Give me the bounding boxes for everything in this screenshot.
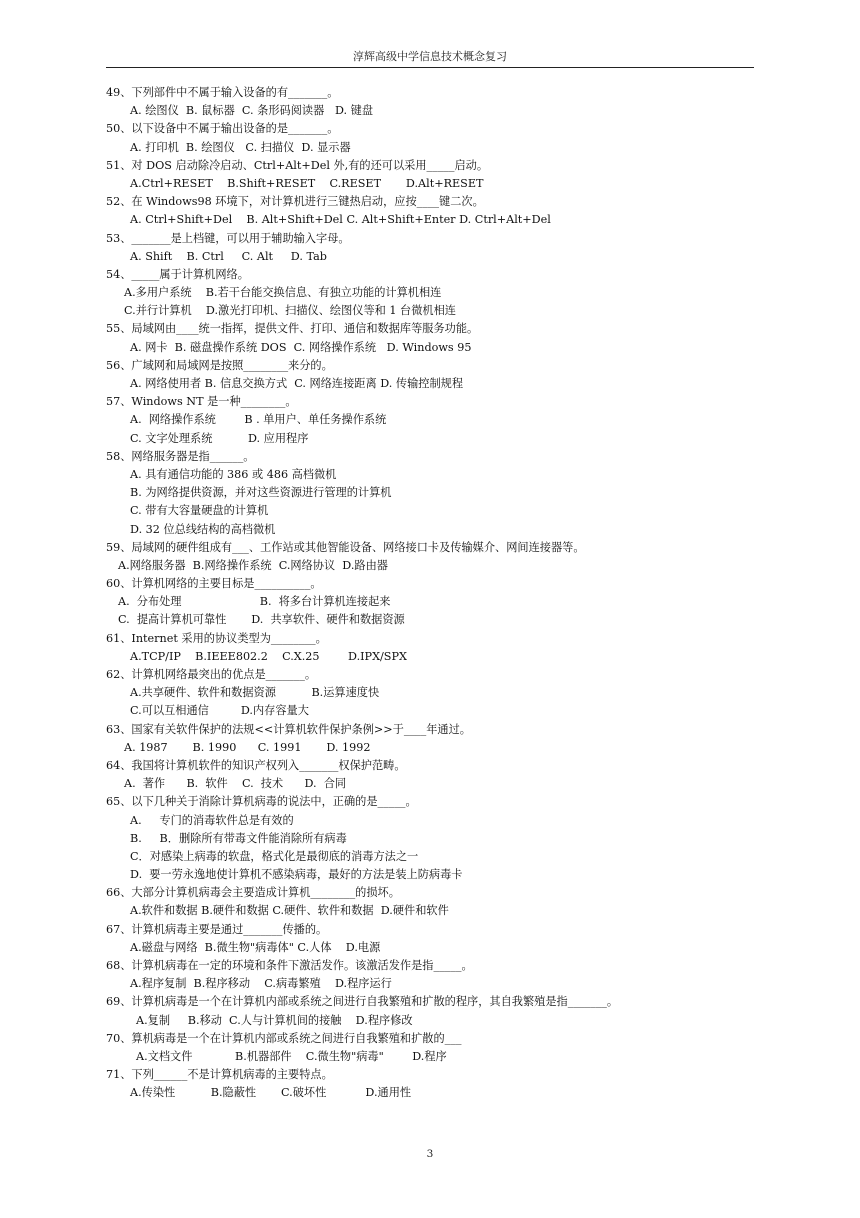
option-line: C.可以互相通信 D.内存容量大	[130, 704, 309, 718]
option-line: D. 要一劳永逸地使计算机不感染病毒，最好的方法是装上防病毒卡	[130, 868, 463, 882]
question-line: 55、局域网由____统一指挥，提供文件、打印、通信和数据库等服务功能。	[106, 322, 479, 336]
option-line: A.TCP/IP B.IEEE802.2 C.X.25 D.IPX/SPX	[130, 649, 407, 663]
question-line: 63、国家有关软件保护的法规<<计算机软件保护条例>>于____年通过。	[106, 722, 471, 736]
page-header: 淳辉高级中学信息技术概念复习	[106, 48, 754, 68]
option-line: A. Ctrl+Shift+Del B. Alt+Shift+Del C. Alt+Shift+Enter D. Ctrl+Alt+Del	[130, 213, 551, 227]
question-line: 62、计算机网络最突出的优点是_______。	[106, 668, 317, 681]
option-line: C. 带有大容量硬盘的计算机	[130, 504, 269, 518]
question-line: 67、计算机病毒主要是通过_______传播的。	[106, 922, 328, 936]
option-line: A.磁盘与网络 B.微生物"病毒体" C.人体 D.电源	[130, 940, 381, 954]
page-number: 3	[426, 1148, 434, 1160]
option-line: C.并行计算机 D.激光打印机、扫描仪、绘图仪等和 1 台微机相连	[124, 304, 456, 318]
option-line: A.Ctrl+RESET B.Shift+RESET C.RESET D.Alt+RESET	[130, 176, 484, 190]
option-line: A.复制 B.移动 C.人与计算机间的接触 D.程序修改	[136, 1013, 413, 1027]
option-line: A. 绘图仪 B. 鼠标器 C. 条形码阅读器 D. 键盘	[130, 104, 374, 118]
question-line: 60、计算机网络的主要目标是__________。	[106, 577, 322, 591]
question-line: 66、大部分计算机病毒会主要造成计算机________的损坏。	[106, 886, 400, 900]
question-line: 58、网络服务器是指______。	[106, 449, 255, 463]
option-line: A.软件和数据 B.硬件和数据 C.硬件、软件和数据 D.硬件和软件	[130, 904, 449, 918]
option-line: A. 网络操作系统 B . 单用户、单任务操作系统	[130, 413, 387, 427]
option-line: A.共享硬件、软件和数据资源 B.运算速度快	[130, 686, 380, 700]
question-line: 59、局域网的硬件组成有___、工作站或其他智能设备、网络接口卡及传输媒介、网间连接器等。	[106, 540, 585, 554]
question-line: 51、对 DOS 启动除冷启动、Ctrl+Alt+Del 外,有的还可以采用_____启动。	[106, 158, 489, 172]
option-line: A. 著作 B. 软件 C. 技术 D. 合同	[124, 777, 347, 791]
question-line: 49、下列部件中不属于输入设备的有_______。	[106, 86, 339, 99]
question-line: 68、计算机病毒在一定的环境和条件下激活发作。该激活发作是指_____。	[106, 959, 473, 972]
option-line: C. 文字处理系统 D. 应用程序	[130, 431, 309, 445]
option-line: A. Shift B. Ctrl C. Alt D. Tab	[130, 249, 327, 263]
option-line: B. 为网络提供资源，并对这些资源进行管理的计算机	[130, 486, 392, 500]
option-line: A. 打印机 B. 绘图仪 C. 扫描仪 D. 显示器	[130, 140, 351, 154]
option-line: B. B．删除所有带毒文件能消除所有病毒	[130, 831, 347, 845]
question-line: 54、_____属于计算机网络。	[106, 267, 249, 281]
question-line: 64、我国将计算机软件的知识产权列入_______权保护范畴。	[106, 758, 406, 772]
question-line: 57、Windows NT 是一种________。	[106, 395, 297, 409]
question-line: 52、在 Windows98 环境下，对计算机进行三键热启动，应按____键二次。	[106, 195, 484, 209]
option-line: A.多用户系统 B.若干台能交换信息、有独立功能的计算机相连	[124, 286, 442, 300]
option-line: A. 专门的消毒软件总是有效的	[130, 813, 294, 827]
question-line: 69、计算机病毒是一个在计算机内部或系统之间进行自我繁殖和扩散的程序，其自我繁殖是指_______。	[106, 995, 619, 1009]
question-line: 56、广域网和局域网是按照________来分的。	[106, 358, 333, 372]
option-line: A.网络服务器 B.网络操作系统 C.网络协议 D.路由器	[118, 558, 388, 572]
option-line: A.传染性 B.隐蔽性 C.破坏性 D.通用性	[130, 1086, 412, 1100]
question-line: 61、Internet 采用的协议类型为________。	[106, 631, 327, 645]
question-line: 71、下列______不是计算机病毒的主要特点。	[106, 1068, 333, 1082]
option-line: A. 1987 B. 1990 C. 1991 D. 1992	[124, 740, 371, 754]
option-line: D. 32 位总线结构的高档微机	[130, 522, 276, 536]
option-line: A. 网络使用者 B. 信息交换方式 C. 网络连接距离 D. 传输控制规程	[130, 377, 464, 390]
question-line: 53、_______是上档键，可以用于辅助输入字母。	[106, 231, 350, 245]
option-line: C. 提高计算机可靠性 D. 共享软件、硬件和数据资源	[118, 613, 405, 627]
option-line: A. 分布处理 B. 将多台计算机连接起来	[118, 595, 391, 609]
option-line: C．对感染上病毒的软盘，格式化是最彻底的消毒方法之一	[130, 849, 419, 863]
question-line: 50、以下设备中不属于输出设备的是_______。	[106, 122, 339, 136]
question-list	[106, 84, 766, 1103]
option-line: A. 具有通信功能的 386 或 486 高档微机	[130, 467, 337, 481]
question-line: 70、算机病毒是一个在计算机内部或系统之间进行自我繁殖和扩散的___	[106, 1031, 462, 1045]
option-line: A.程序复制 B.程序移动 C.病毒繁殖 D.程序运行	[130, 977, 392, 991]
option-line: A.文档文件 B.机器部件 C.微生物"病毒" D.程序	[136, 1049, 447, 1063]
question-line: 65、以下几种关于消除计算机病毒的说法中，正确的是_____。	[106, 795, 417, 809]
option-line: A. 网卡 B. 磁盘操作系统 DOS C. 网络操作系统 D. Windows 95	[130, 340, 472, 354]
